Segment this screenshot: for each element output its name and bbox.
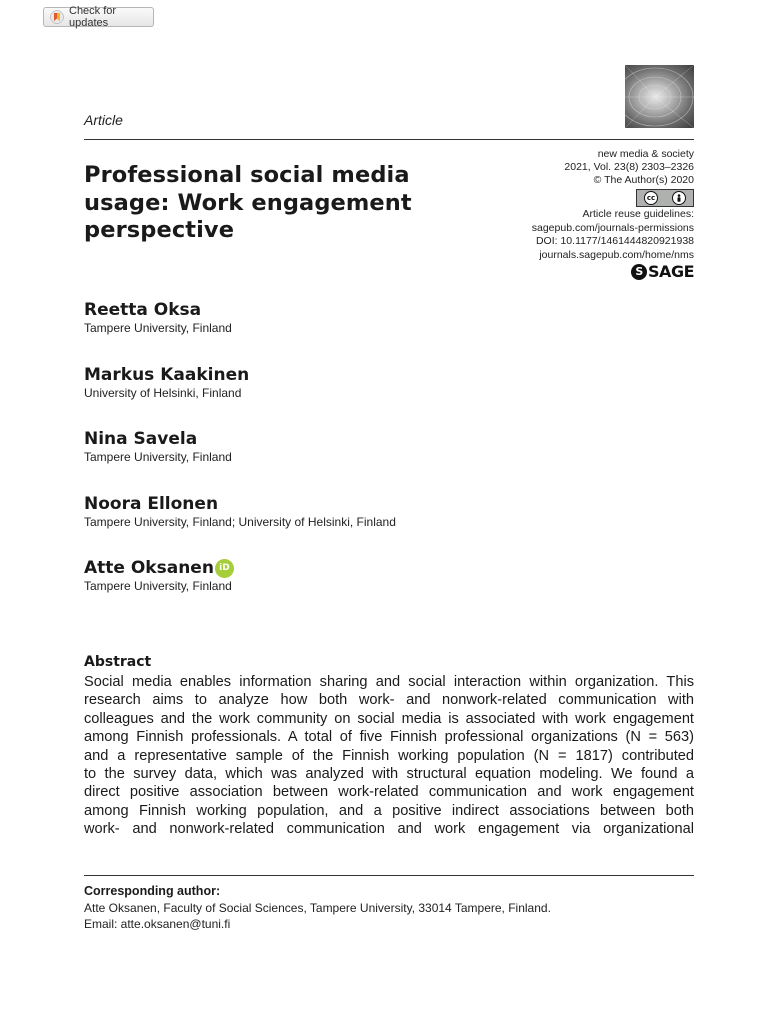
abstract-line: to the survey data, which was analyzed with structural equation modeling. We found a <box>84 765 694 782</box>
reuse-label: Article reuse guidelines: <box>582 208 694 220</box>
corresponding-author-details <box>84 900 551 932</box>
journal-volume: 2021, Vol. 23(8) 2303–2326 <box>564 161 694 173</box>
author-name: Atte Oksanen <box>84 558 214 578</box>
check-for-updates-label: Check for updates <box>69 5 117 29</box>
abstract-heading: Abstract <box>84 654 152 670</box>
cc-by-license-icon[interactable] <box>636 189 694 207</box>
title-line: usage: Work engagement <box>84 189 412 216</box>
abstract-text <box>84 673 694 839</box>
author-name: Noora Ellonen <box>84 494 219 514</box>
publisher-name: SAGE <box>648 262 694 281</box>
abstract-line: work- and nonwork-related communication and work engagement via organizational <box>84 821 694 838</box>
author-block <box>84 365 249 401</box>
check-for-updates-button[interactable] <box>43 7 154 27</box>
journal-cover-image <box>625 65 694 128</box>
header-divider <box>84 139 694 140</box>
journal-links <box>532 208 694 262</box>
corresponding-address: Atte Oksanen, Faculty of Social Sciences, Tampere University, 33014 Tampere, Finland. <box>84 901 551 915</box>
author-block <box>84 300 232 336</box>
article-type-label: Article <box>84 112 123 128</box>
corresponding-author-heading: Corresponding author: <box>84 884 221 898</box>
author-affiliation: Tampere University, Finland; University of Helsinki, Finland <box>84 515 396 529</box>
doi[interactable]: DOI: 10.1177/1461444820921938 <box>535 235 694 247</box>
footnote-divider <box>84 875 694 876</box>
title-line: Professional social media <box>84 162 410 188</box>
author-name: Reetta Oksa <box>84 300 202 320</box>
sage-logo <box>631 262 694 281</box>
abstract-line: among Finnish working population, and a positive indirect associations between both <box>84 802 694 819</box>
sage-s-icon: S <box>631 264 647 280</box>
cc-icon: cc <box>644 191 658 205</box>
author-name: Nina Savela <box>84 429 198 449</box>
article-title <box>84 162 464 245</box>
author-affiliation: University of Helsinki, Finland <box>84 386 242 400</box>
author-name-row <box>84 558 234 578</box>
author-affiliation: Tampere University, Finland <box>84 321 232 335</box>
permissions-link[interactable]: sagepub.com/journals-permissions <box>531 221 694 234</box>
author-block <box>84 494 396 530</box>
author-name: Markus Kaakinen <box>84 365 250 385</box>
crossmark-icon <box>50 10 64 24</box>
abstract-line: research aims to analyze how both work- and nonwork-related communication with <box>84 692 694 709</box>
author-affiliation: Tampere University, Finland <box>84 579 232 593</box>
orcid-icon[interactable]: iD <box>215 559 234 578</box>
by-person-icon <box>672 191 686 205</box>
abstract-line: and a representative sample of the Finnish working population (N = 1817) contributed <box>84 747 694 764</box>
abstract-line: Social media enables information sharing and social interaction within organization. This <box>84 674 694 690</box>
author-block <box>84 558 234 594</box>
abstract-line: among Finnish professionals. A total of five Finnish professional organizations (N = 563) <box>84 729 694 746</box>
journal-home-link[interactable]: journals.sagepub.com/home/nms <box>539 248 694 261</box>
corresponding-email[interactable]: Email: atte.oksanen@tuni.fi <box>84 917 231 931</box>
copyright: © The Author(s) 2020 <box>593 174 694 186</box>
author-block <box>84 429 232 465</box>
journal-metadata <box>564 148 694 187</box>
abstract-line: direct positive association between work-related communication and work engagement <box>84 784 694 801</box>
title-line: perspective <box>84 217 235 243</box>
abstract-line: colleagues and the work community on social media is associated with work engagement <box>84 710 694 727</box>
author-affiliation: Tampere University, Finland <box>84 450 232 464</box>
journal-name: new media & society <box>597 148 694 160</box>
